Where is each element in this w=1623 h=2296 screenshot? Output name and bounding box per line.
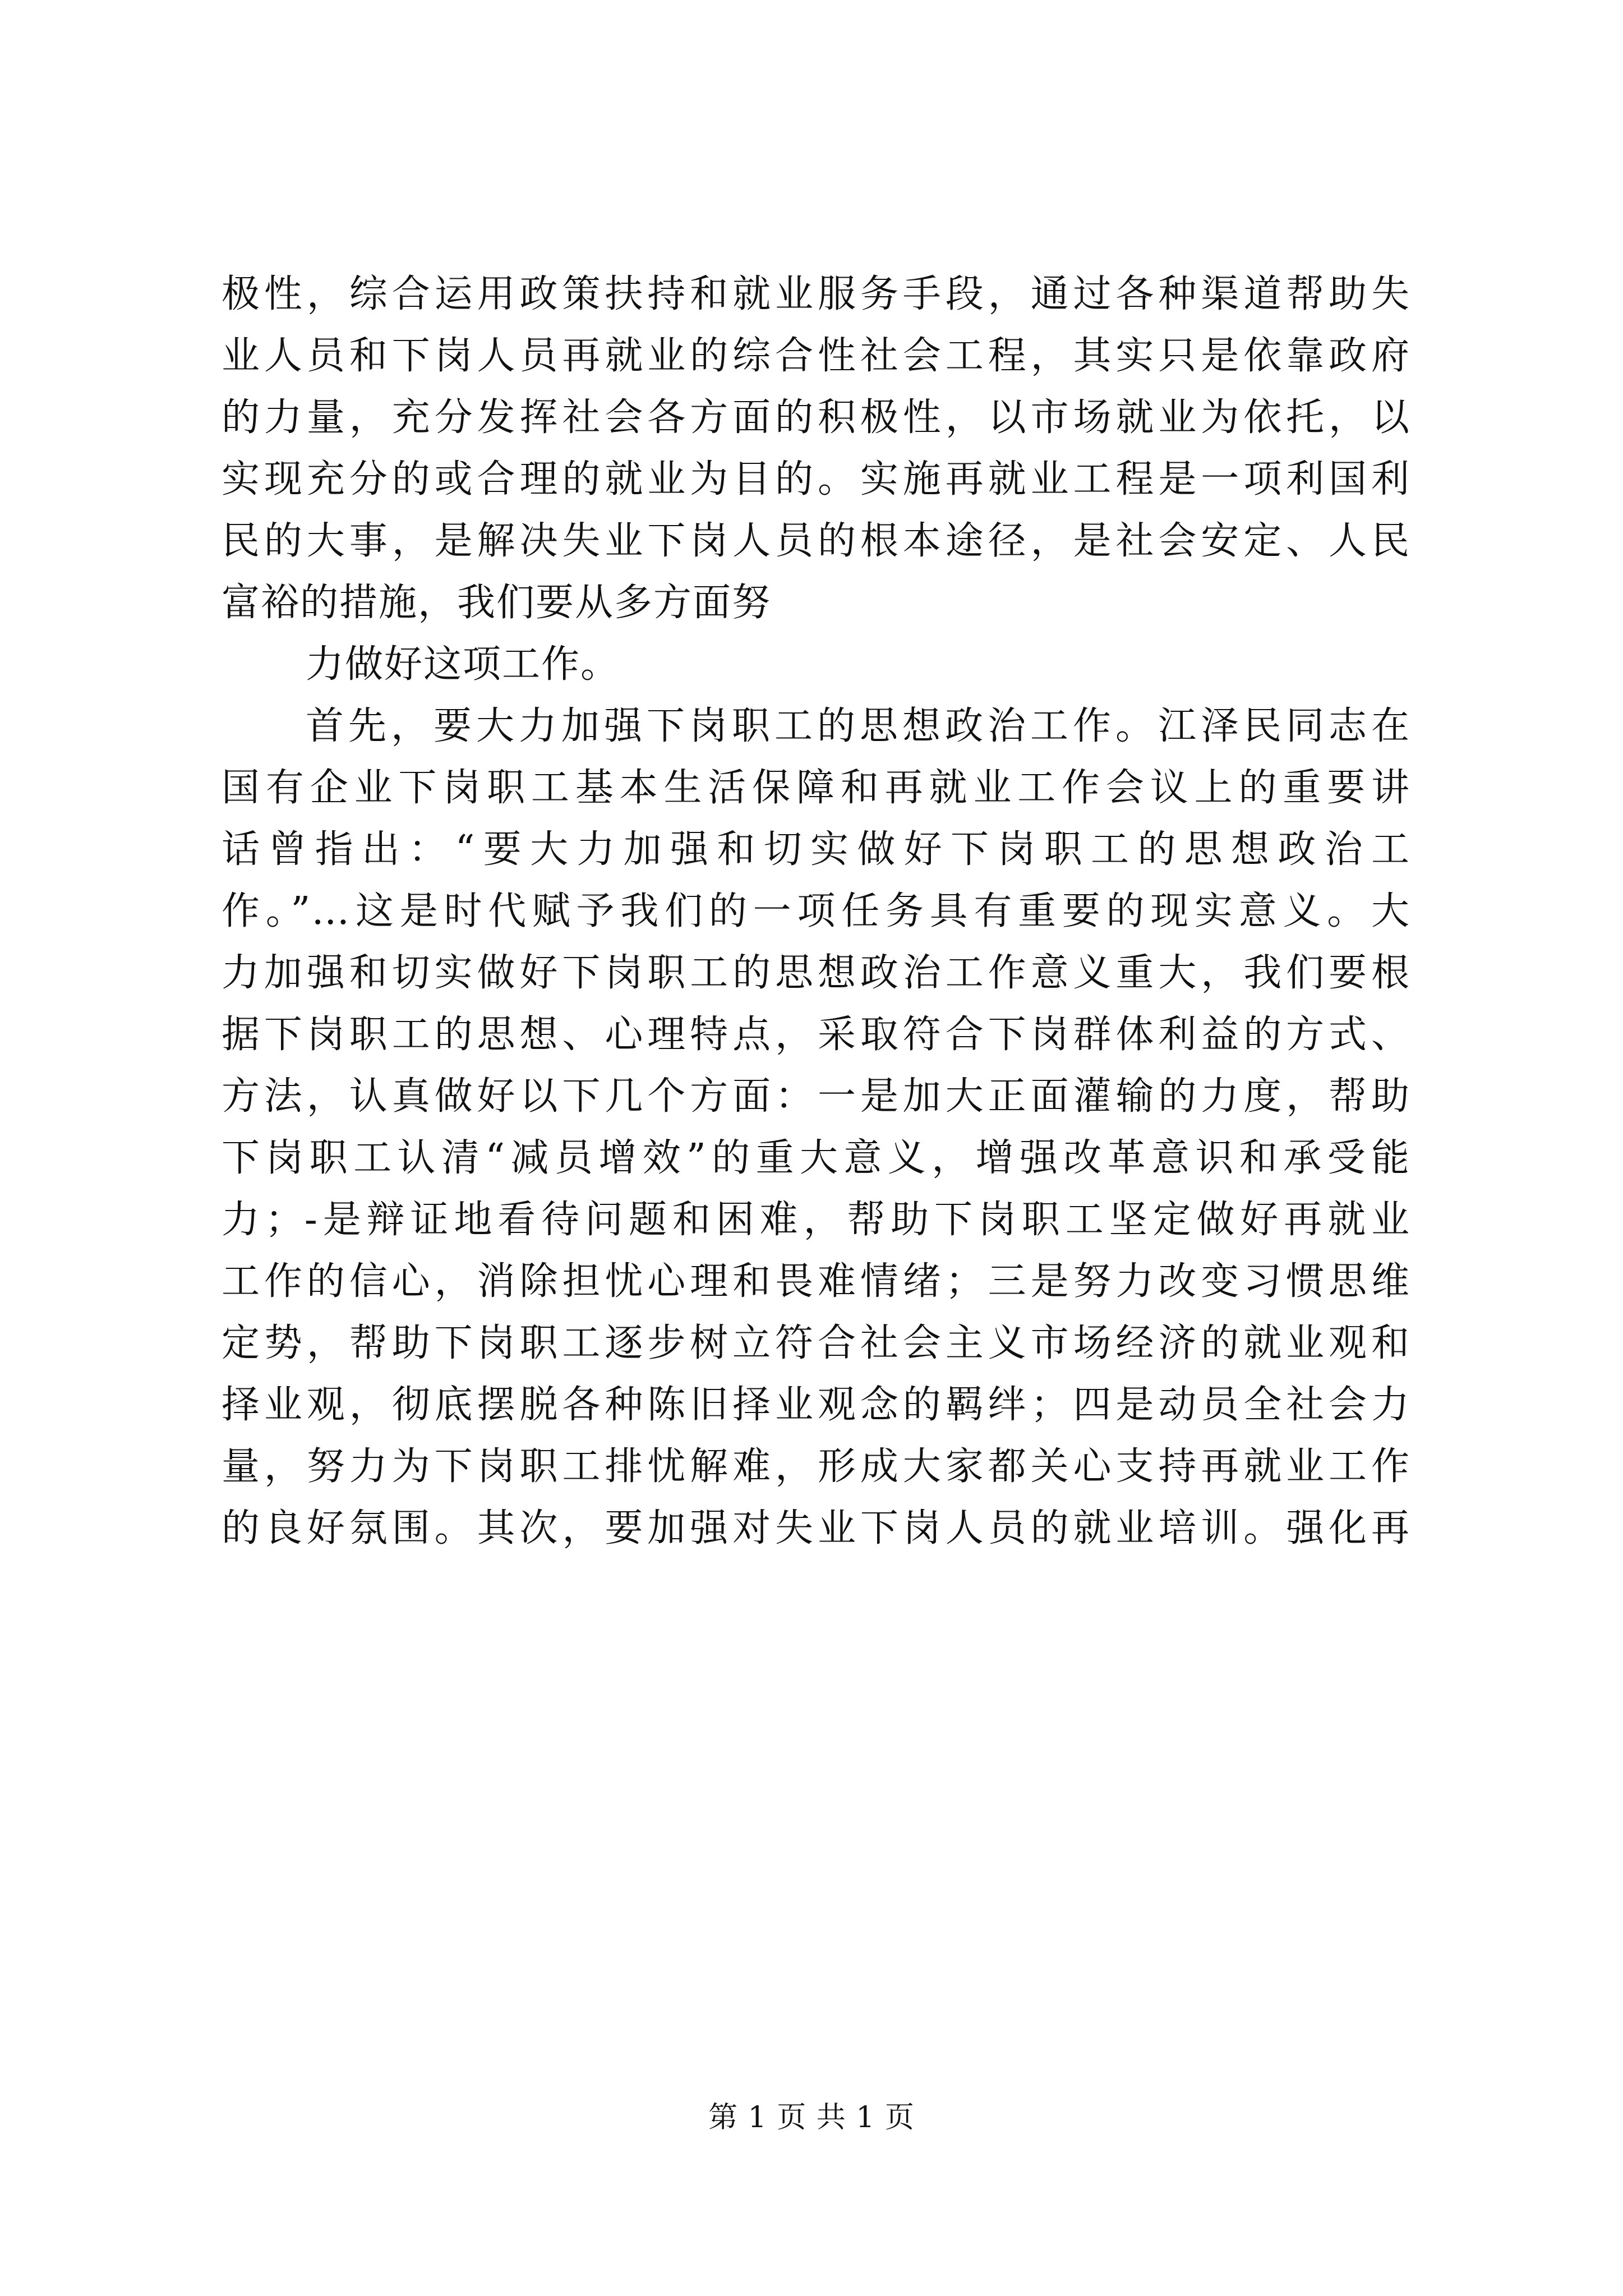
text-line: 择业观，彻底摆脱各种陈旧择业观念的羁绊；四是动员全社会力 [222,1383,1410,1427]
text-line: 力做好这项工作。 [306,642,620,687]
text-line: 力加强和切实做好下岗职工的思想政治工作意义重大，我们要根 [222,951,1410,995]
text-line: 民的大事，是解决失业下岗人员的根本途径，是社会安定、人民 [222,519,1410,563]
text-line: 作。”…这是时代赋予我们的一项任务具有重要的现实意义。大 [222,889,1410,933]
text-line: 话曾指出：“要大力加强和切实做好下岗职工的思想政治工 [222,827,1410,872]
text-line: 富裕的措施，我们要从多方面努 [222,581,772,625]
text-line: 的良好氛围。其次，要加强对失业下岗人员的就业培训。强化再 [222,1506,1410,1550]
text-line: 据下岗职工的思想、心理特点，采取符合下岗群体利益的方式、 [222,1013,1410,1057]
text-line: 实现充分的或合理的就业为目的。实施再就业工程是一项利国利 [222,457,1410,501]
text-line: 量，努力为下岗职工排忧解难，形成大家都关心支持再就业工作 [222,1444,1410,1489]
text-line: 业人员和下岗人员再就业的综合性社会工程，其实只是依靠政府 [222,334,1410,378]
page-footer [0,2098,1623,2137]
page-number-label: 第 1 页 共 1 页 [708,2101,915,2134]
text-line: 定势，帮助下岗职工逐步树立符合社会主义市场经济的就业观和 [222,1321,1410,1365]
text-line: 极性，综合运用政策扶持和就业服务手段，通过各种渠道帮助失 [222,272,1410,316]
text-line: 方法，认真做好以下几个方面：一是加大正面灌输的力度，帮助 [222,1074,1410,1119]
document-body [222,264,1410,1559]
text-line: 的力量，充分发挥社会各方面的积极性，以市场就业为依托，以 [222,395,1410,440]
paragraph-first-line: 首先，要大力加强下岗职工的思想政治工作。江泽民同志在 [306,704,1410,748]
text-line: 下岗职工认清“减员增效”的重大意义，增强改革意识和承受能 [222,1136,1410,1180]
text-line: 工作的信心，消除担忧心理和畏难情绪；三是努力改变习惯思维 [222,1259,1410,1304]
text-line: 力；-是辩证地看待问题和困难，帮助下岗职工坚定做好再就业 [222,1198,1410,1242]
text-line: 国有企业下岗职工基本生活保障和再就业工作会议上的重要讲 [222,766,1410,810]
